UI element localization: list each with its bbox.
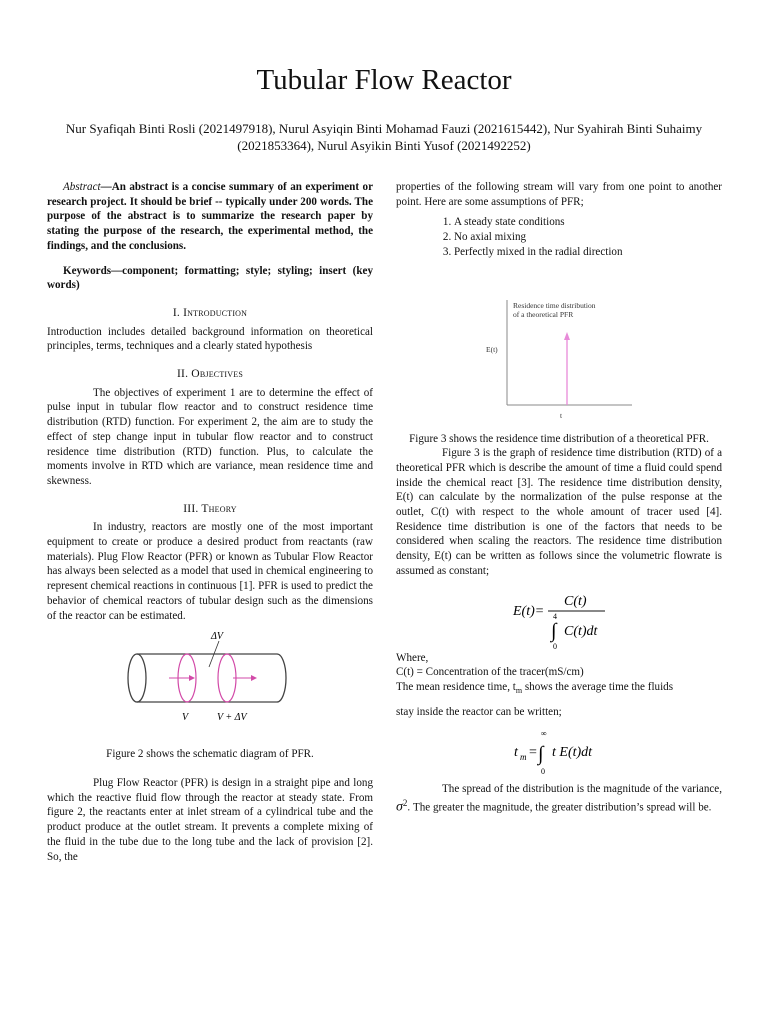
objectives-text: The objectives of experiment 1 are to determine the effect of pulse input in tubular flow reactor and to construct residence time distribution (RTD) function. For experiment 2, the aim are to study the effect of step change input in tubular flow reactor and to construct residence time distribution (RTD) function. Plus, to calculate the moments involve in RTD which are variance, mean residence time and skewness. (47, 386, 373, 487)
figure-2-caption: Figure 2 shows the schematic diagram of PFR. (106, 748, 314, 761)
keywords: Keywords—component; formatting; style; styling; insert (key words) (47, 264, 373, 292)
fig3-title-line2: of a theoretical PFR (513, 309, 574, 319)
pfr-text: Plug Flow Reactor (PFR) is design in a straight pipe and long which the reactive fluid flow through the reactor at steady state. From figure 2, the reactants enter at inlet stream of a cylindrical tube and the product produce at the outlet stream. It prevents a complete mixing of the fluid in the tube due to the long tube and the lack of provision [2]. So, the (47, 776, 373, 863)
eq-tm-body: t E(t)dt (552, 744, 593, 760)
spread-text-b: . The greater the magnitude, the greater distribution’s spread will be. (407, 801, 712, 814)
list-item: 1. A steady state conditions (454, 215, 722, 230)
equation-tm (396, 724, 722, 778)
fig2-delta-v-label: ΔV (211, 631, 223, 643)
sigma-symbol: σ (396, 799, 403, 815)
eq-e-lower-limit: 0 (553, 641, 557, 649)
list-item: 2. No axial mixing (454, 230, 722, 245)
eq-tm-lower-limit: 0 (541, 766, 545, 776)
sigma-exponent: 2 (402, 798, 408, 809)
eq-e-integral-sign: ∫ (551, 619, 557, 642)
figure-2 (47, 629, 373, 737)
eq-e-lhs: E(t)= (513, 603, 545, 619)
theory-text: In industry, reactors are mostly one of the most important equipment to create or produce a desired product from reactants (raw materials). Plug Flow Reactor (PFR) or known as Tubular Flow Reactor has always been selected as a model that used in chemical engineering to represent chemical reactions in continuous [1]. PFR is used to predict the behavior of chemical reactors of tubular design such as the dimensions of the reactor can be estimated. (47, 521, 373, 622)
section-heading-introduction: I. Introduction (172, 305, 248, 319)
abstract-text: —An abstract is a concise summary of an experiment or research project. It should be brief -- typically under 200 words. The purpose of the abstract is to summarize the research paper by stating the purpose of the research, the experimental method, the findings, and the conclusions. (47, 181, 373, 252)
mean-text-a: The mean residence time, t (396, 680, 516, 693)
spread-text (396, 782, 722, 816)
introduction-text: Introduction includes detailed background information on theoretical principles, terms, techniques and a clearly stated hypothesis (47, 325, 373, 353)
fig3-ylabel: E(t) (486, 344, 498, 354)
ct-definition: C(t) = Concentration of the tracer(mS/cm) (396, 666, 584, 679)
eq-e-numerator: C(t) (564, 593, 587, 609)
fig3-title-line1: Residence time distribution (513, 300, 596, 310)
fig2-v-label: V (182, 712, 189, 724)
eq-tm-sub: m (520, 751, 527, 762)
figure-3 (396, 290, 722, 426)
mean-text-b: shows the average time the fluids (522, 680, 674, 693)
properties-text: properties of the following stream will vary from one point to another point. Here are some assumptions of PFR; (396, 181, 722, 208)
eq-tm-upper-limit: ∞ (541, 728, 547, 738)
mean-residence-text-2: stay inside the reactor can be written; (396, 705, 562, 718)
eq-tm-integral-sign: ∫ (538, 742, 544, 765)
fig3-xlabel: t (560, 410, 563, 420)
mean-text-sub: m (515, 686, 523, 696)
pfr-schematic (47, 629, 373, 737)
equation-e-t (396, 583, 722, 649)
rtd-plot (396, 290, 722, 426)
mean-residence-text (396, 680, 722, 699)
section-heading-theory: III. Theory (183, 501, 237, 515)
equation-e-t-svg (396, 583, 722, 649)
abstract-label: Abstract (63, 181, 101, 193)
left-column (47, 180, 373, 864)
eq-tm-t: t (514, 744, 518, 760)
abstract (47, 180, 373, 254)
spread-text-a: The spread of the distribution is the magnitude of the variance, (442, 782, 722, 795)
section-heading-objectives: II. Objectives (176, 367, 244, 381)
eq-tm-equals: = (529, 744, 537, 760)
eq-e-denominator: C(t)dt (564, 623, 598, 639)
right-column (396, 180, 722, 816)
eq-e-upper-limit: 4 (553, 611, 557, 621)
paper-title: Tubular Flow Reactor (256, 64, 512, 96)
figure-3-caption: Figure 3 shows the residence time distribution of a theoretical PFR. (409, 432, 709, 445)
list-item: 3. Perfectly mixed in the radial direction (454, 245, 722, 260)
rtd-spike-arrowhead (564, 332, 570, 340)
fig2-v-plus-label: V + ΔV (217, 712, 247, 724)
where-label: Where, (396, 651, 429, 664)
equation-tm-svg (396, 724, 722, 778)
assumptions-list (396, 215, 722, 259)
rtd-text: Figure 3 is the graph of residence time distribution (RTD) of a theoretical PFR which is describe the amount of time a fluid could spend inside the chemical react [3]. The residence time distribution density, E(t) can calculate by the normalization of the pulse response at the outlet, C(t) with respect to the whole amount of tracer used [4]. Residence time distribution is one of the factors that needs to be considered when scaling the reactors. The residence time distribution density, E(t) can be written as follows since the volumetric flowrate is assumed as constant; (396, 447, 722, 577)
author-list: Nur Syafiqah Binti Rosli (2021497918), Nurul Asyiqin Binti Mohamad Fauzi (2021615442), Nur Syahirah Binti Suhaimy (2021853364), Nurul Asyikin Binti Yusof (2021492252) (65, 121, 703, 153)
